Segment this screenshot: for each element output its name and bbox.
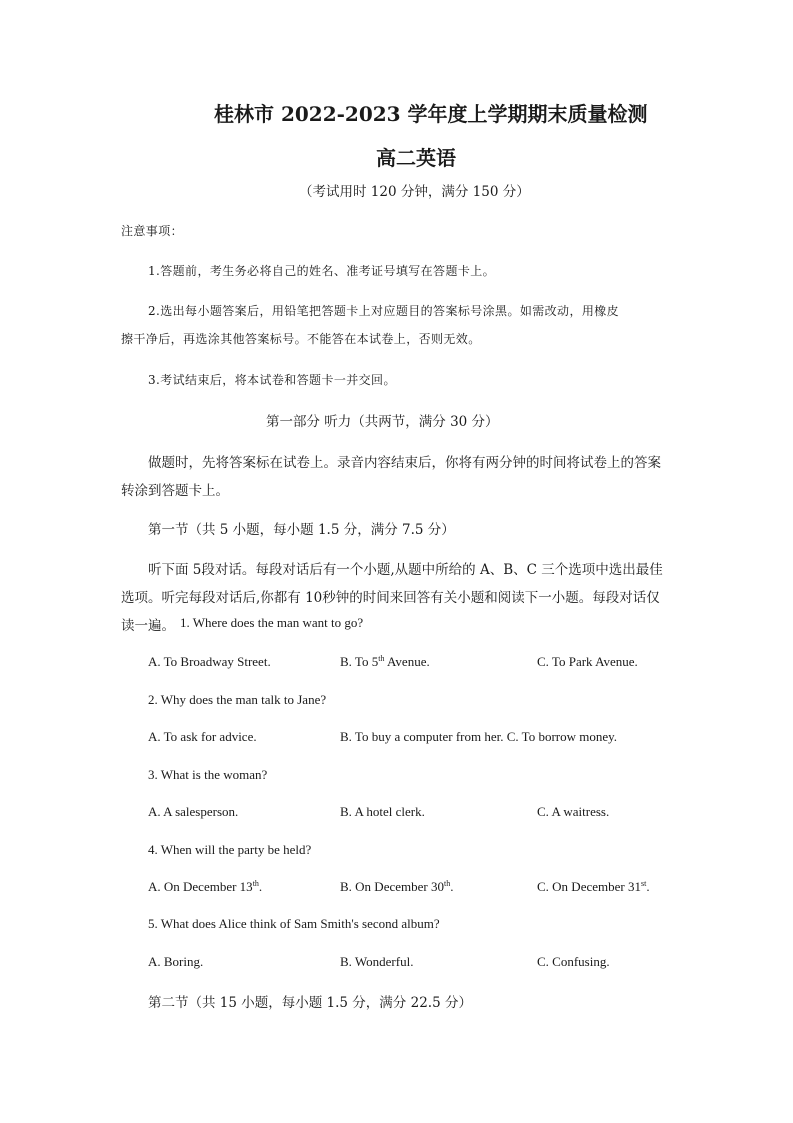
q4-option-b: B. On December 30th. bbox=[340, 879, 454, 894]
part1-intro-line1: 做题时，先将答案标在试卷上。录音内容结束后，你将有两分钟的时间将试卷上的答案 bbox=[148, 455, 661, 471]
q5-option-a: A. Boring. bbox=[148, 954, 204, 969]
question-5: 5. What does Alice think of Sam Smith's second album? bbox=[148, 916, 440, 931]
q5-option-c: C. Confusing. bbox=[537, 954, 610, 969]
notes-heading: 注意事项： bbox=[121, 224, 184, 238]
q5-option-b: B. Wonderful. bbox=[340, 954, 414, 969]
q3-option-a: A. A salesperson. bbox=[148, 804, 239, 819]
q2-option-a: A. To ask for advice. bbox=[148, 729, 257, 744]
note-item-2-line2: 擦干净后，再选涂其他答案标号。不能答在本试卷上，否则无效。 bbox=[121, 332, 481, 346]
note-item-1: 1.答题前，考生务必将自己的姓名、准考证号填写在答题卡上。 bbox=[148, 264, 496, 278]
exam-title: 桂林市 2022-2023 学年度上学期期末质量检测 bbox=[214, 102, 648, 126]
q3-option-b: B. A hotel clerk. bbox=[340, 804, 425, 819]
section1-instructions-line1: 听下面 5段对话。每段对话后有一个小题,从题中所给的 A、B、C 三个选项中选出最佳 bbox=[148, 562, 663, 578]
section1-title: 第一节（共 5 小题，每小题 1.5 分，满分 7.5 分） bbox=[148, 522, 455, 538]
note-item-3: 3.考试结束后，将本试卷和答题卡一并交回。 bbox=[148, 373, 396, 387]
section2-title: 第二节（共 15 小题，每小题 1.5 分，满分 22.5 分） bbox=[148, 995, 472, 1011]
q2-option-b-c: B. To buy a computer from her. C. To borrow money. bbox=[340, 729, 618, 744]
question-2: 2. Why does the man talk to Jane? bbox=[148, 692, 327, 707]
q4-option-c: C. On December 31st. bbox=[537, 879, 650, 894]
question-4: 4. When will the party be held? bbox=[148, 842, 312, 857]
q1-option-c: C. To Park Avenue. bbox=[537, 654, 638, 669]
section1-instructions-line2: 选项。听完每段对话后,你都有 10秒钟的时间来回答有关小题和阅读下一小题。每段对话仅 bbox=[121, 590, 660, 606]
exam-info: （考试用时 120 分钟，满分 150 分） bbox=[299, 184, 530, 200]
part1-title: 第一部分 听力（共两节，满分 30 分） bbox=[266, 414, 499, 430]
note-item-2-line1: 2.选出每小题答案后，用铅笔把答题卡上对应题目的答案标号涂黑。如需改动，用橡皮 bbox=[148, 304, 620, 318]
question-3: 3. What is the woman? bbox=[148, 767, 268, 782]
part1-intro-line2: 转涂到答题卡上。 bbox=[121, 483, 229, 499]
q1-option-b: B. To 5th Avenue. bbox=[340, 654, 430, 669]
q1-option-a: A. To Broadway Street. bbox=[148, 654, 271, 669]
section1-instructions-line3: 读一遍。 bbox=[121, 618, 175, 634]
question-1: 1. Where does the man want to go? bbox=[180, 615, 364, 630]
q3-option-c: C. A waitress. bbox=[537, 804, 610, 819]
q4-option-a: A. On December 13th. bbox=[148, 879, 263, 894]
subject-title: 高二英语 bbox=[376, 146, 456, 170]
